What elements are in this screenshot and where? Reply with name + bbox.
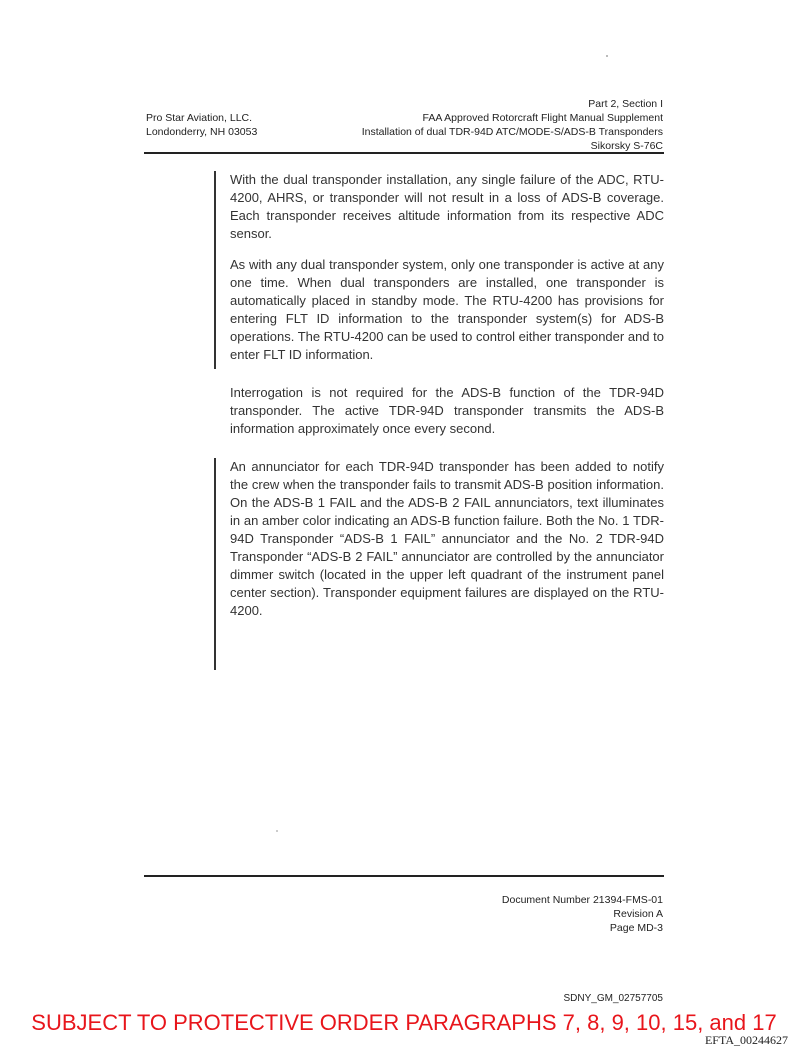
efta-number: EFTA_00244627	[704, 1033, 788, 1047]
header-document-info	[362, 97, 663, 153]
footer-document-info	[502, 893, 663, 935]
installation-title: Installation of dual TDR-94D ATC/MODE-S/ADS-B Transponders	[361, 126, 663, 138]
footer-divider	[144, 875, 664, 877]
paragraph: As with any dual transponder system, only one transponder is active at any one time. When dual transponders are installed, one transponder is automatically placed in standby mode. The RTU-4200 has provisions for entering FLT ID information to the transponder system(s) for ADS-B operations. The RTU-4200 can be used to control either transponder and to enter FLT ID information.	[230, 257, 664, 362]
protective-order-stamp: SUBJECT TO PROTECTIVE ORDER PARAGRAPHS 7, 8, 9, 10, 15, and 17	[31, 1010, 777, 1035]
paragraph: Interrogation is not required for the ADS-B function of the TDR-94D transponder. The active TDR-94D transponder transmits the ADS-B information approximately once every second.	[230, 385, 664, 436]
header-divider	[144, 152, 664, 154]
bates-number: SDNY_GM_02757705	[563, 993, 663, 1004]
company-address: Londonderry, NH 03053	[146, 126, 258, 138]
scan-speck	[276, 830, 278, 832]
paragraph: An annunciator for each TDR-94D transponder has been added to notify the crew when the transponder fails to transmit ADS-B position information. On the ADS-B 1 FAIL and the ADS-B 2 FAIL annunciators, text illuminates in an amber color indicating an ADS-B function failure. Both the No. 1 TDR-94D Transponder “ADS-B 1 FAIL” annunciator and the No. 2 TDR-94D Transponder “ADS-B 2 FAIL” annunciator are controlled by the annunciator dimmer switch (located in the upper left quadrant of the instrument panel center section). Transponder equipment failures are displayed on the RTU-4200.	[230, 459, 664, 618]
manual-title: FAA Approved Rotorcraft Flight Manual Supplement	[422, 112, 663, 124]
revision-bar	[214, 458, 216, 670]
aircraft-model: Sikorsky S-76C	[590, 140, 663, 152]
document-number: Document Number 21394-FMS-01	[501, 894, 663, 906]
part-section: Part 2, Section I	[588, 98, 663, 110]
header-company	[146, 111, 257, 139]
scan-speck	[606, 55, 608, 57]
revision: Revision A	[613, 908, 663, 920]
page-number: Page MD-3	[609, 922, 663, 934]
company-name: Pro Star Aviation, LLC.	[146, 112, 253, 124]
paragraph: With the dual transponder installation, any single failure of the ADC, RTU-4200, AHRS, or transponder will not result in a loss of ADS-B coverage. Each transponder receives altitude information from its respective ADC sensor.	[230, 172, 664, 241]
revision-bar	[214, 171, 216, 369]
